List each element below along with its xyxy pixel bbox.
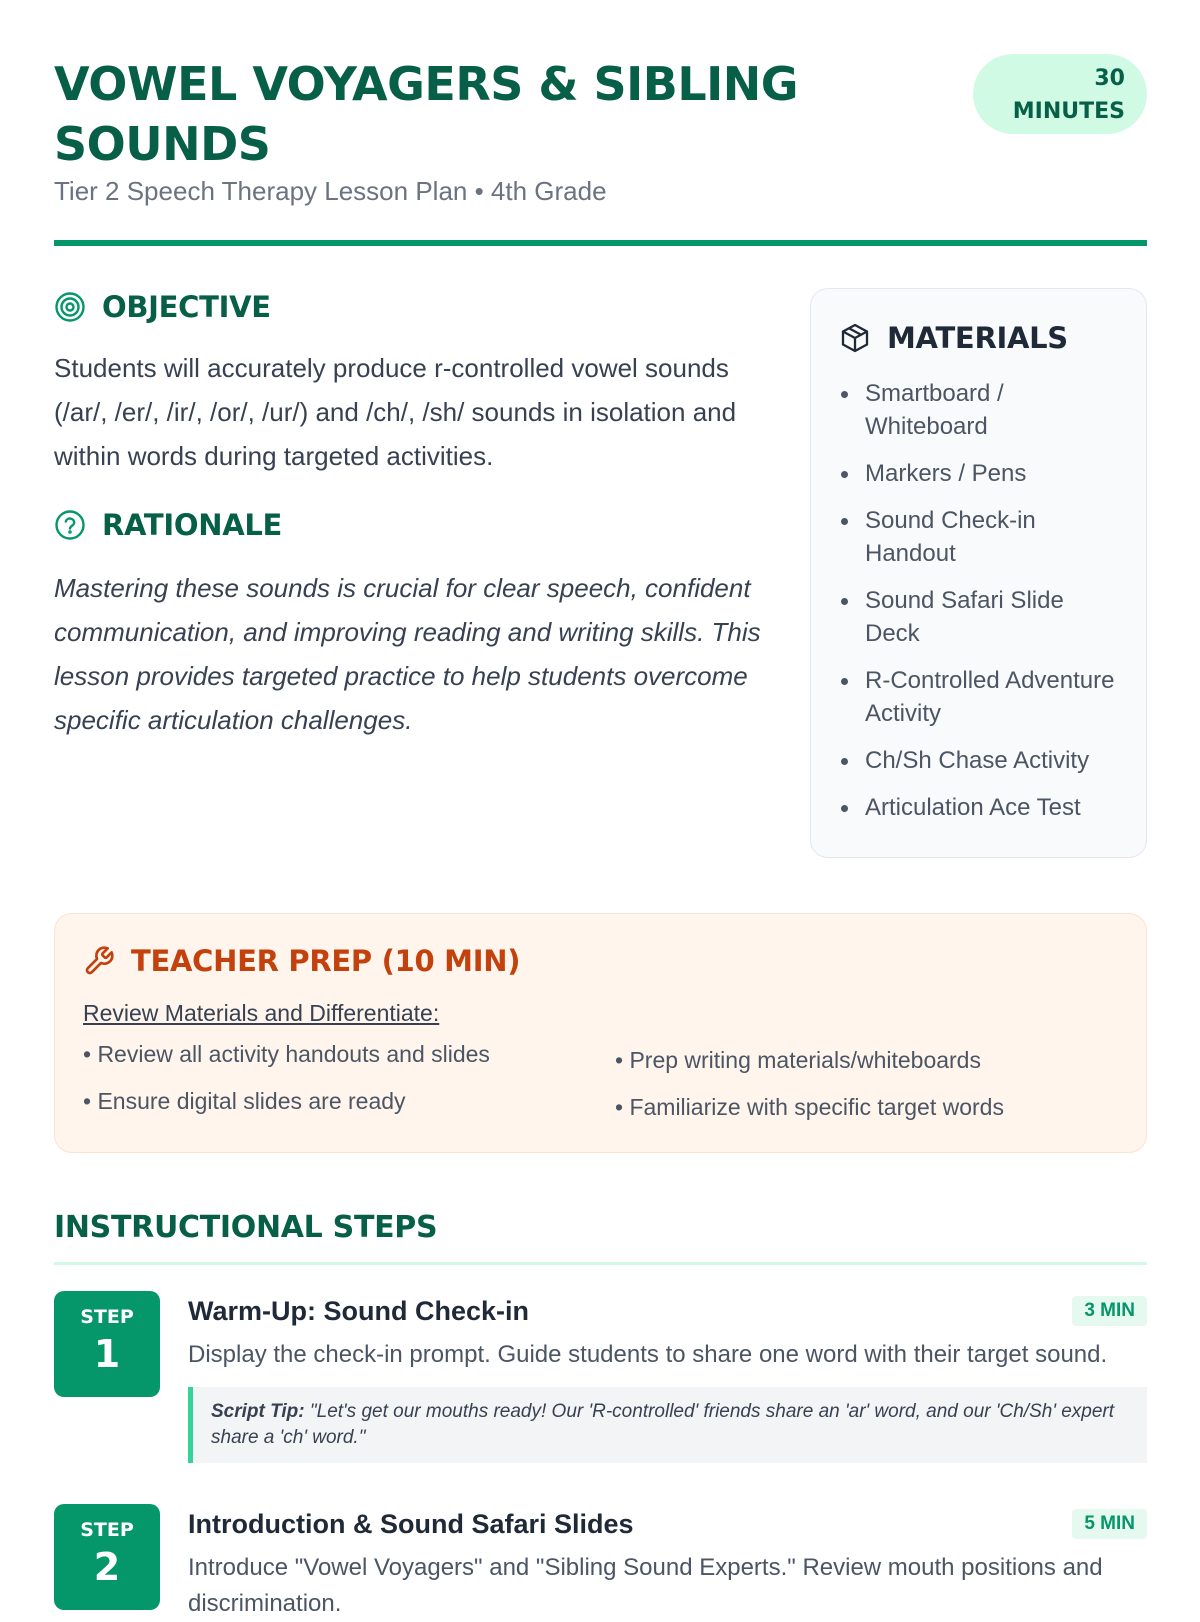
lesson-plan-page <box>54 0 1147 1617</box>
prep-column-right <box>615 1047 1115 1141</box>
help-circle-icon <box>54 509 86 541</box>
step-description: Display the check-in prompt. Guide students to share one word with their target sound. <box>188 1341 1108 1368</box>
wrench-icon <box>83 945 115 977</box>
objective-text: Students will accurately produce r-controlled vowel sounds (/ar/, /er/, /ir/, /or/, /ur/) and /ch/, /sh/ sounds in isolation and within words during targeted activities. <box>54 353 737 471</box>
prep-heading <box>83 944 1118 978</box>
subtitle: Tier 2 Speech Therapy Lesson Plan • 4th Grade <box>54 176 607 206</box>
prep-subheading: Review Materials and Differentiate: <box>83 1000 440 1026</box>
header-divider <box>54 240 1147 246</box>
list-item: • Prep writing materials/whiteboards <box>615 1047 981 1073</box>
script-tip-label: Script Tip: <box>211 1401 305 1422</box>
prep-checklist <box>83 1041 1118 1141</box>
package-icon <box>839 322 871 354</box>
script-tip-text: "Let's get our mouths ready! Our 'R-controlled' friends share an 'ar' word, and our 'Ch/Sh' expert share a 'ch' word." <box>211 1401 1115 1448</box>
step-time-badge: 3 MIN <box>1072 1296 1147 1326</box>
objective-heading-label: OBJECTIVE <box>102 290 271 324</box>
header <box>54 0 1147 248</box>
step-body <box>188 1504 1147 1622</box>
step-number: 2 <box>93 1545 121 1589</box>
step-badge <box>54 1291 160 1397</box>
teacher-prep-panel <box>54 913 1147 1153</box>
steps-divider <box>54 1262 1147 1265</box>
list-item: Ch/Sh Chase Activity <box>839 744 1120 777</box>
rationale-text: Mastering these sounds is crucial for clear speech, confident communication, and improving reading and writing skills. This lesson provides targeted practice to help students overcome specific articulation challenges. <box>54 573 761 735</box>
materials-heading <box>839 321 1120 355</box>
step-description: Introduce "Vowel Voyagers" and "Sibling Sound Experts." Review mouth positions and discrimination. <box>188 1554 1103 1617</box>
list-item: Articulation Ace Test <box>839 791 1120 824</box>
step-title: Introduction & Sound Safari Slides <box>188 1509 634 1539</box>
step-body <box>188 1291 1147 1463</box>
list-item: R-Controlled Adventure Activity <box>839 664 1120 730</box>
materials-list <box>839 377 1120 824</box>
prep-column-left <box>83 1041 583 1135</box>
objective-rationale-column <box>54 290 774 742</box>
prep-heading-label: TEACHER PREP (10 MIN) <box>131 944 521 978</box>
step-number: 1 <box>93 1332 121 1376</box>
page-title: VOWEL VOYAGERS & SIBLING SOUNDS <box>54 57 799 171</box>
duration-value: 30 <box>1094 66 1125 91</box>
materials-heading-label: MATERIALS <box>887 321 1068 355</box>
list-item: Sound Safari Slide Deck <box>839 584 1120 650</box>
step-title: Warm-Up: Sound Check-in <box>188 1296 529 1326</box>
rationale-heading <box>54 508 774 542</box>
rationale-heading-label: RATIONALE <box>102 508 283 542</box>
steps-heading: INSTRUCTIONAL STEPS <box>54 1210 438 1245</box>
list-item: Sound Check-in Handout <box>839 504 1120 570</box>
list-item: • Review all activity handouts and slides <box>83 1041 490 1067</box>
list-item: • Familiarize with specific target words <box>615 1094 1004 1120</box>
step-badge <box>54 1504 160 1610</box>
materials-panel <box>810 288 1147 858</box>
duration-badge <box>973 54 1147 134</box>
target-icon <box>54 291 86 323</box>
step-label: STEP <box>80 1306 134 1328</box>
step-time-badge: 5 MIN <box>1072 1509 1147 1539</box>
duration-unit: MINUTES <box>1012 99 1125 124</box>
objective-heading <box>54 290 774 324</box>
step-label: STEP <box>80 1519 134 1541</box>
list-item: • Ensure digital slides are ready <box>83 1088 406 1114</box>
list-item: Markers / Pens <box>839 457 1120 490</box>
script-tip <box>188 1387 1147 1463</box>
list-item: Smartboard / Whiteboard <box>839 377 1120 443</box>
